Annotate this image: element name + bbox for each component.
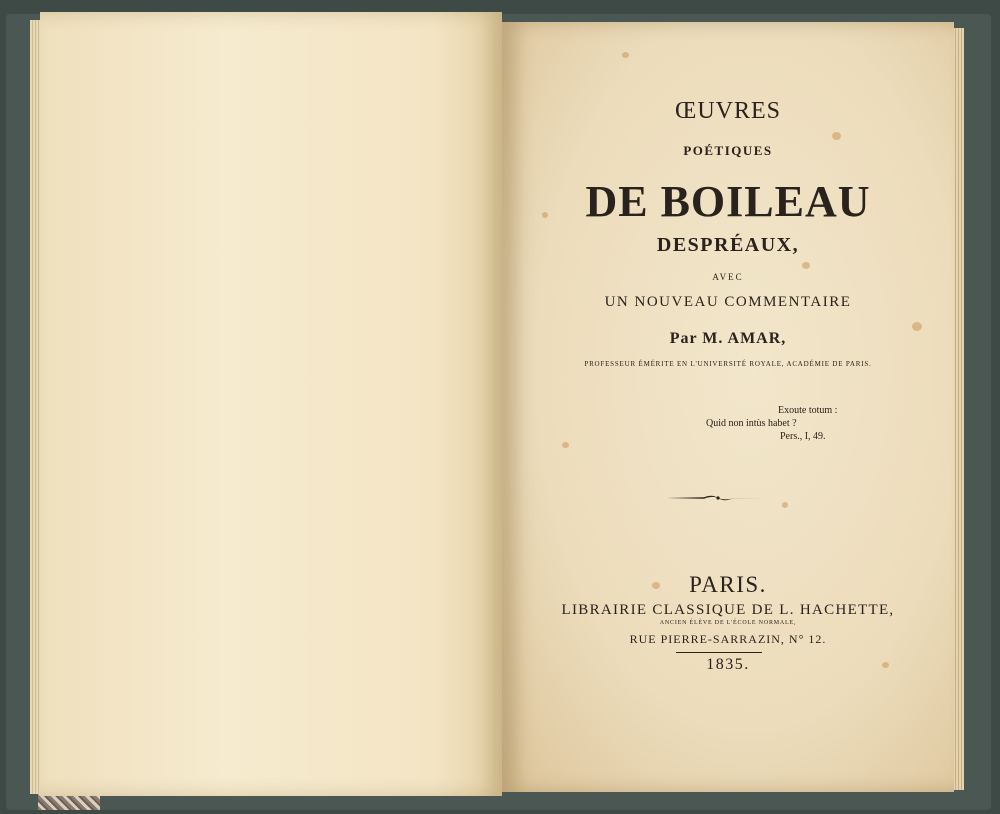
blank-left-page (40, 12, 502, 796)
imprint-year: 1835. (706, 656, 750, 673)
title-oeuvres: ŒUVRES (674, 98, 782, 124)
imprint-publisher: LIBRAIRIE CLASSIQUE DE L. HACHETTE, (561, 602, 895, 618)
title-page (502, 22, 954, 792)
ornament-rule (666, 492, 770, 504)
foxing-spot (832, 132, 841, 140)
author-line: Par M. AMAR, (669, 330, 787, 347)
foxing-spot (782, 502, 788, 508)
title-poetiques: POÉTIQUES (683, 143, 773, 158)
imprint-rule (676, 652, 762, 653)
imprint-publisher-note: ANCIEN ÉLÈVE DE L'ÉCOLE NORMALE, (659, 620, 797, 626)
title-avec: AVEC (712, 272, 744, 282)
title-despreaux: DESPRÉAUX, (656, 234, 800, 256)
foxing-spot (622, 52, 629, 58)
foxing-spot (802, 262, 810, 269)
author-credentials: PROFESSEUR ÉMÉRITE EN L'UNIVERSITÉ ROYALE, ACADÉMIE DE PARIS. (584, 360, 872, 368)
title-de-boileau: DE BOILEAU (585, 177, 871, 226)
foxing-spot (562, 442, 569, 448)
title-commentaire: UN NOUVEAU COMMENTAIRE (604, 294, 852, 310)
epigraph-line-2: Quid non intùs habet ? (706, 418, 797, 429)
epigraph-source: Pers., I, 49. (780, 431, 826, 442)
imprint-address: RUE PIERRE-SARRAZIN, N° 12. (629, 632, 827, 646)
epigraph-line-1: Exoute totum : (778, 405, 838, 416)
imprint-city: PARIS. (689, 572, 767, 597)
